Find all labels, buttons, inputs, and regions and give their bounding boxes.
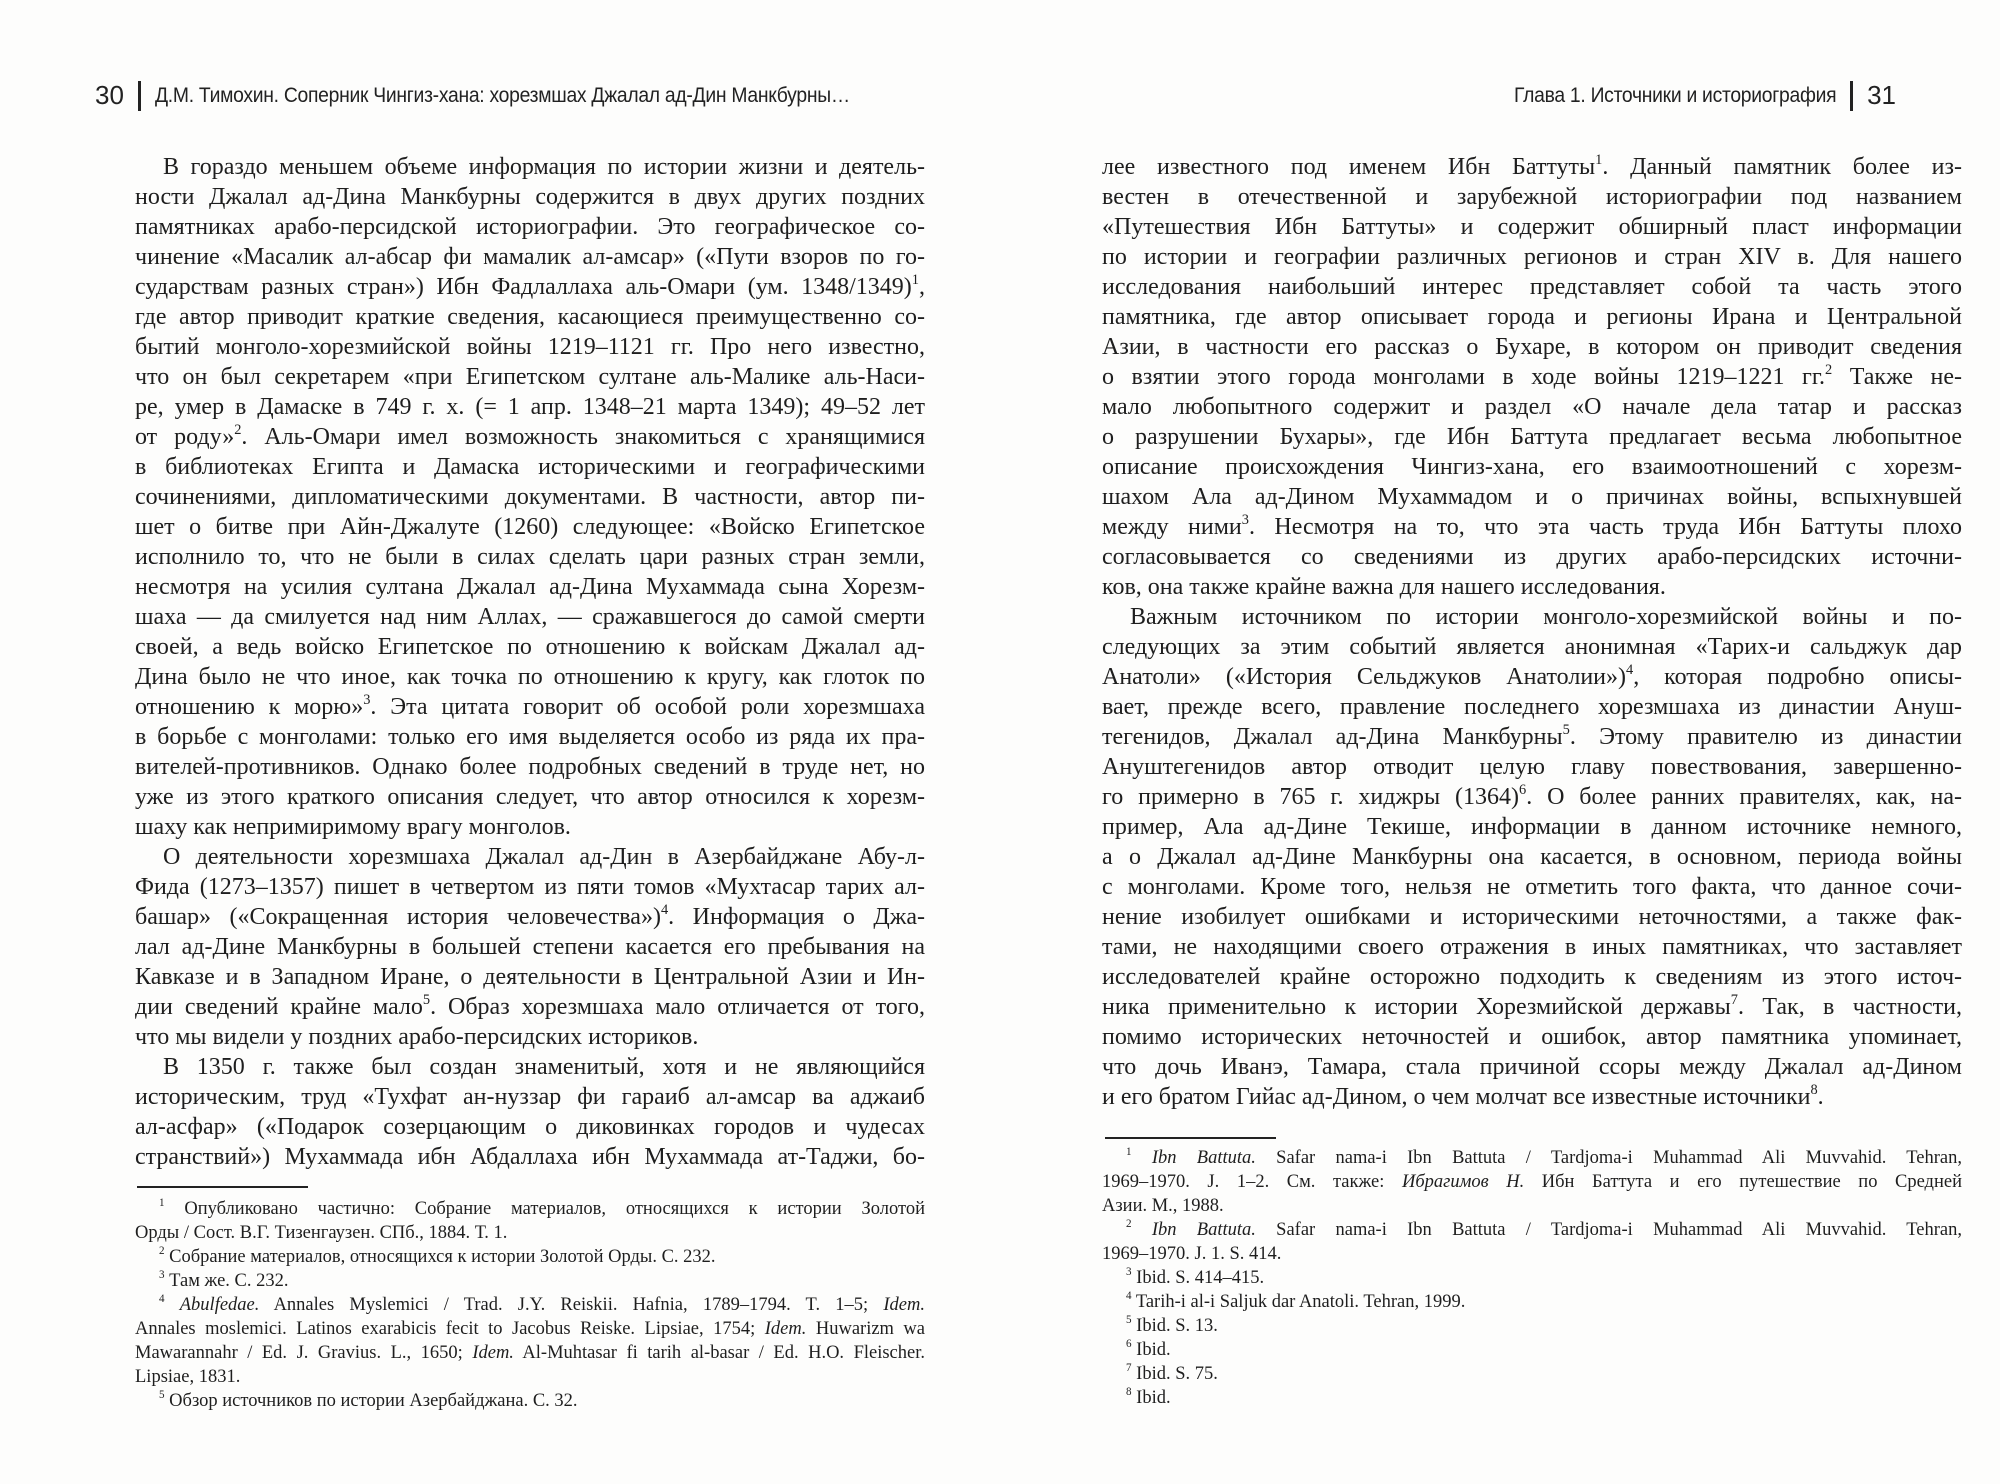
text-run: . Аль-Омари имел возможность знакомиться с хранящимися (241, 424, 925, 450)
text-line (135, 692, 925, 722)
paragraph (1102, 602, 1962, 1112)
text-line (1102, 512, 1962, 542)
text-run: Annales Myslemici / Trad. J.Y. Reiskii. Hafnia, 1789–1794. T. 1–5; (259, 1295, 884, 1315)
text-run: . Несмотря на то, что эта часть труда Ибн Баттуты плохо (1248, 514, 1962, 540)
text-run: Ibid. (1131, 1340, 1171, 1360)
text-line (1102, 1338, 1962, 1362)
text-run: тегенидов, Джалал ад-Дина Манкбурны (1102, 724, 1563, 750)
text-line: бытий монголо-хорезмийской войны 1219–1121 гг. Про него известно, (135, 334, 925, 360)
text-line: Фида (1273–1357) пишет в четвертом из пяти томов «Мухтасар тарих ал- (135, 874, 925, 900)
text-run: , которая подробно описы- (1633, 664, 1962, 690)
footnote (1102, 1218, 1962, 1266)
text-line: Азии, в частности его рассказ о Бухаре, в котором он приводит сведения (1102, 334, 1962, 360)
text-line: Lipsiae, 1831. (135, 1367, 241, 1387)
text-run: о взятии этого города монголами в ходе войны 1219–1221 гг. (1102, 364, 1825, 390)
text-run: Обзор источников по истории Азербайджана. С. 32. (164, 1391, 578, 1411)
text-line (1102, 782, 1962, 812)
text-line (1102, 1170, 1962, 1194)
text-line: «Путешествия Ибн Баттуты» и содержит обширный пласт информации (1102, 214, 1962, 240)
text-run: Annales moslemici. Latinos exarabicis fecit to Jacobus Reiske. Lipsiae, 1754; (135, 1319, 765, 1339)
text-run: го примерно в 765 г. хиджры (1364) (1102, 784, 1519, 810)
text-line (1102, 1314, 1962, 1338)
text-line (1102, 1082, 1962, 1112)
text-run: между ними (1102, 514, 1242, 540)
text-line: памятника, где автор описывает города и регионы Ирана и Центральной (1102, 304, 1962, 330)
text-run (1132, 1220, 1152, 1240)
text-line: вает, прежде всего, правление последнего хорезмшаха из династии Ануш- (1102, 694, 1962, 720)
text-line: помимо исторических неточностей и ошибок, автор памятника упоминает, (1102, 1024, 1962, 1050)
text-line: Важным источником по истории монголо-хорезмийской войны и по- (1130, 604, 1962, 630)
footnote-marker: 2 (234, 421, 242, 438)
text-line: несмотря на усилия султана Джалал ад-Дина Мухаммада сына Хорезм- (135, 574, 925, 600)
text-line: с монголами. Кроме того, нельзя не отметить того факта, что данное сочи- (1102, 874, 1962, 900)
footnote-marker: 6 (1519, 781, 1527, 798)
footnote-marker: 5 (159, 1389, 165, 1402)
paragraph (135, 152, 925, 842)
text-line: что он был секретарем «при Египетском султане аль-Малике аль-Наси- (135, 364, 925, 390)
text-line (1102, 992, 1962, 1022)
footnote (1102, 1266, 1962, 1290)
text-line (135, 992, 925, 1022)
italic-text: Idem. (883, 1295, 925, 1315)
text-line: сочинениями, дипломатическими документами. В частности, автор пи- (135, 484, 925, 510)
text-line: чинение «Масалик ал-абсар фи мамалик ал-амсар» («Пути взоров по го- (135, 244, 925, 270)
text-line: ности Джалал ад-Дина Манкбурны содержится в двух других поздних (135, 184, 925, 210)
text-line: шаху как непримиримому врагу монголов. (135, 814, 571, 840)
italic-text: Abulfedae. (179, 1295, 260, 1315)
text-run: . Данный памятник более из- (1602, 154, 1962, 180)
text-line: Азии. М., 1988. (1102, 1196, 1224, 1216)
footnote-marker: 4 (1626, 661, 1634, 678)
text-line (1102, 1146, 1962, 1170)
footnote-marker: 4 (159, 1293, 165, 1306)
footnote (135, 1389, 925, 1413)
text-line (1102, 1362, 1962, 1386)
text-line: исполнило то, что не были в силах сделать цари разных стран земли, (135, 544, 925, 570)
footnote-separator-left (137, 1186, 308, 1188)
footnote-marker: 4 (660, 901, 669, 918)
footnote-separator-right (1105, 1137, 1276, 1139)
text-line: уже из этого краткого описания следует, что автор относился к хорезм- (135, 784, 925, 810)
text-line: Ануштегенидов автор отводит целую главу повествования, завершенно- (1102, 754, 1962, 780)
text-run: Опубликовано частично: Собрание материалов, относящихся к истории Золотой (164, 1199, 925, 1219)
text-run: , (919, 274, 925, 300)
text-line: шет о битве при Айн-Джалуте (1260) следующее: «Войско Египетское (135, 514, 925, 540)
footnote-marker: 3 (363, 691, 371, 708)
italic-text: Ibn Battuta. (1151, 1220, 1256, 1240)
text-run: . (1817, 1084, 1824, 1110)
text-line: о разрушении Бухары», где Ибн Баттута предлагает весьма любопытное (1102, 424, 1962, 450)
text-line (1102, 362, 1962, 392)
footnote (1102, 1290, 1962, 1314)
text-run: лее известного под именем Ибн Баттуты (1102, 154, 1596, 180)
footnote-marker: 5 (1126, 1314, 1132, 1327)
paragraph (1102, 152, 1962, 602)
right-page-footnotes (1102, 1146, 1962, 1410)
text-line: пример, Ала ад-Дине Текише, информации в данном источнике немного, (1102, 814, 1962, 840)
footnote-marker: 1 (1126, 1146, 1132, 1159)
text-line: исследования наибольший интерес представляет собой та часть этого (1102, 274, 1962, 300)
text-line: Дина было не что иное, как точка по отношению к кругу, как глоток по (135, 664, 925, 690)
paragraph (135, 1052, 925, 1172)
text-run: сударствам разных стран») Ибн Фадлаллаха аль-Омари (ум. 1348/1349) (135, 274, 912, 300)
text-line: ал-асфар» («Подарок созерцающим о диковинках городов и чудесах (135, 1114, 925, 1140)
text-line: а о Джалал ад-Дине Манкбурны она касается, в основном, периода войны (1102, 844, 1962, 870)
text-run: . Образ хорезмшаха мало отличается от того, (430, 994, 925, 1020)
text-run: ника применительно к истории Хорезмийской державы (1102, 994, 1731, 1020)
paragraph (135, 842, 925, 1052)
text-run: Собрание материалов, относящихся к истории Золотой Орды. С. 232. (164, 1247, 716, 1267)
footnote (1102, 1338, 1962, 1362)
text-run: . Эта цитата говорит об особой роли хорезмшаха (370, 694, 925, 720)
text-run: и его братом Гийас ад-Дином, о чем молчат все известные источники (1102, 1084, 1811, 1110)
text-run: от роду» (135, 424, 235, 450)
text-line (135, 1197, 925, 1221)
footnote-marker: 4 (1126, 1290, 1132, 1303)
text-line (1102, 1386, 1962, 1410)
text-run: . Так, в частности, (1737, 994, 1962, 1020)
text-line: 1969–1970. J. 1. S. 414. (1102, 1244, 1282, 1264)
text-run: Там же. С. 232. (164, 1271, 289, 1291)
italic-text: Idem. (472, 1343, 514, 1363)
text-line: в библиотеках Египта и Дамаска историческими и географическими (135, 454, 925, 480)
footnote (135, 1269, 925, 1293)
running-title-right: Глава 1. Источники и историография (1513, 83, 1837, 107)
text-line: О деятельности хорезмшаха Джалал ад-Дин в Азербайджане Абу-л- (163, 844, 925, 870)
footnote-marker: 7 (1730, 991, 1738, 1008)
text-line (135, 1341, 925, 1365)
text-line (1102, 152, 1962, 182)
text-run: 1969–1970. J. 1–2. См. также: (1102, 1172, 1402, 1192)
running-header-left (95, 80, 910, 111)
text-line (135, 272, 925, 302)
text-line: где автор приводит краткие сведения, касающиеся преимущественно со- (135, 304, 925, 330)
footnote-marker: 3 (1126, 1266, 1132, 1279)
text-line (1102, 1218, 1962, 1242)
text-line (135, 1245, 925, 1269)
text-run: Huwarizm wa (806, 1319, 926, 1339)
text-line: Кавказе и в Западном Иране, о деятельности в Центральной Азии и Ин- (135, 964, 925, 990)
text-line: тами, не находящими своего отражения в иных памятниках, что заставляет (1102, 934, 1962, 960)
text-line: Орды / Сост. В.Г. Тизенгаузен. СПб., 1884. Т. 1. (135, 1223, 508, 1243)
text-line (135, 422, 925, 452)
left-page-body (135, 152, 925, 1172)
text-run: Tarih-i al-i Saljuk dar Anatoli. Tehran, 1999. (1131, 1292, 1466, 1312)
text-line: вестен в отечественной и зарубежной историографии под названием (1102, 184, 1962, 210)
text-line: по истории и географии различных регионов и стран XIV в. Для нашего (1102, 244, 1962, 270)
footnote (135, 1245, 925, 1269)
italic-text: Idem. (764, 1319, 807, 1339)
footnote-marker: 3 (159, 1269, 165, 1282)
text-line: описание происхождения Чингиз-хана, его взаимоотношений с хорезм- (1102, 454, 1962, 480)
footnote (135, 1197, 925, 1245)
text-run: Al-Muhtasar fi tarih al-basar / Ed. H.O. Fleischer. (513, 1343, 925, 1363)
footnote-marker: 7 (1126, 1362, 1132, 1375)
text-line (1102, 1290, 1962, 1314)
text-line: в борьбе с монголами: только его имя выделяется особо из ряда их пра- (135, 724, 925, 750)
text-line (1102, 662, 1962, 692)
text-run: Ibid. (1131, 1388, 1171, 1408)
footnote (1102, 1146, 1962, 1218)
footnote-marker: 2 (159, 1245, 165, 1258)
text-run: Ibid. S. 13. (1131, 1316, 1218, 1336)
text-run (1132, 1148, 1152, 1168)
footnote-marker: 3 (1241, 511, 1249, 528)
header-divider (138, 81, 141, 111)
text-line (135, 1293, 925, 1317)
text-line: шахом Ала ад-Дином Мухаммадом и о причинах войны, вспыхнувшей (1102, 484, 1962, 510)
text-run: Также не- (1832, 364, 1962, 390)
header-divider (1850, 81, 1853, 111)
text-line: вителей-противников. Однако более подробных сведений в труде нет, но (135, 754, 925, 780)
right-page-body (1102, 152, 1962, 1112)
footnote-marker: 1 (1595, 151, 1603, 168)
text-run: Ibid. S. 75. (1131, 1364, 1218, 1384)
italic-text: Ibn Battuta. (1151, 1148, 1256, 1168)
text-line: В гораздо меньшем объеме информация по истории жизни и деятель- (163, 154, 925, 180)
text-run: Ибн Баттута и его путешествие по Средней (1524, 1172, 1962, 1192)
text-line: ре, умер в Дамаске в 749 г. х. (= 1 апр. 1348–21 марта 1349); 49–52 лет (135, 394, 925, 420)
footnote (1102, 1386, 1962, 1410)
footnote (1102, 1362, 1962, 1386)
text-line: мало любопытного содержит и раздел «О начале дела татар и рассказ (1102, 394, 1962, 420)
text-line (1102, 722, 1962, 752)
footnote-marker: 5 (1562, 721, 1570, 738)
footnote-marker: 5 (422, 991, 431, 1008)
running-header-right (1486, 80, 1896, 111)
text-line: исследователей крайне осторожно подходить к сведениям из этого источ- (1102, 964, 1962, 990)
text-line: памятниках арабо-персидской историографии. Это географическое со- (135, 214, 925, 240)
text-line (135, 1317, 925, 1341)
text-line (135, 1389, 925, 1413)
text-line: ков, она также крайне важна для нашего исследования. (1102, 574, 1666, 600)
running-title-left: Д.М. Тимохин. Соперник Чингиз-хана: хорезмшах Джалал ад-Дин Манкбурны… (154, 83, 850, 107)
text-line: следующих за этим событий является анонимная «Тарих-и сальджук дар (1102, 634, 1962, 660)
left-page-footnotes (135, 1197, 925, 1413)
text-run: Анатоли» («История Сельджуков Анатолии») (1102, 664, 1626, 690)
text-line (135, 902, 925, 932)
italic-text: Ибрагимов Н. (1401, 1172, 1525, 1192)
text-line: В 1350 г. также был создан знаменитый, хотя и не являющийся (163, 1054, 925, 1080)
footnote (1102, 1314, 1962, 1338)
text-line: странствий») Мухаммада ибн Абдаллаха ибн Мухаммада ат-Таджи, бо- (135, 1144, 925, 1170)
text-line: своей, а ведь войско Египетское по отношению к войскам Джалал ад- (135, 634, 925, 660)
footnote-marker: 1 (159, 1197, 165, 1210)
text-line: историческим, труд «Тухфат ан-нуззар фи гараиб ал-амсар ва аджаиб (135, 1084, 925, 1110)
text-run: Safar nama-i Ibn Battuta / Tardjoma-i Muhammad Ali Muvvahid. Tehran, (1255, 1148, 1963, 1168)
footnote-marker: 6 (1126, 1338, 1132, 1351)
text-line: нение изобилует ошибками и историческими неточностями, а также фак- (1102, 904, 1962, 930)
footnote-marker: 8 (1126, 1386, 1132, 1399)
text-run: Safar nama-i Ibn Battuta / Tardjoma-i Muhammad Ali Muvvahid. Tehran, (1255, 1220, 1963, 1240)
text-run: дии сведений крайне мало (135, 994, 423, 1020)
text-line: согласовывается со сведениями из других арабо-персидских источни- (1102, 544, 1962, 570)
text-line (1102, 1266, 1962, 1290)
footnote-marker: 1 (911, 271, 919, 288)
text-run: башар» («Сокращенная история человечества») (135, 904, 661, 930)
page-number-left: 30 (95, 80, 124, 110)
footnote (135, 1293, 925, 1389)
text-line (135, 1269, 925, 1293)
text-line: что дочь Иванэ, Тамара, стала причиной ссоры между Джалал ад-Дином (1102, 1054, 1962, 1080)
footnote-marker: 2 (1126, 1218, 1132, 1231)
text-line: что мы видели у поздних арабо-персидских историков. (135, 1024, 699, 1050)
text-run: . Этому правителю из династии (1569, 724, 1963, 750)
text-run: Mawarannahr / Ed. J. Gravius. L., 1650; (135, 1343, 473, 1363)
text-run (165, 1295, 180, 1315)
text-line: шаха — да смилуется над ним Аллах, — сражавшегося до самой смерти (135, 604, 925, 630)
text-run: . О более ранних правителях, как, на- (1526, 784, 1962, 810)
footnote-marker: 8 (1810, 1081, 1818, 1098)
page-number-right: 31 (1867, 80, 1896, 110)
text-run: отношению к морю» (135, 694, 364, 720)
text-line: лал ад-Дине Манкбурны в большей степени касается его пребывания на (135, 934, 925, 960)
text-run: . Информация о Джа- (668, 904, 925, 930)
text-run: Ibid. S. 414–415. (1131, 1268, 1265, 1288)
footnote-marker: 2 (1824, 361, 1833, 378)
